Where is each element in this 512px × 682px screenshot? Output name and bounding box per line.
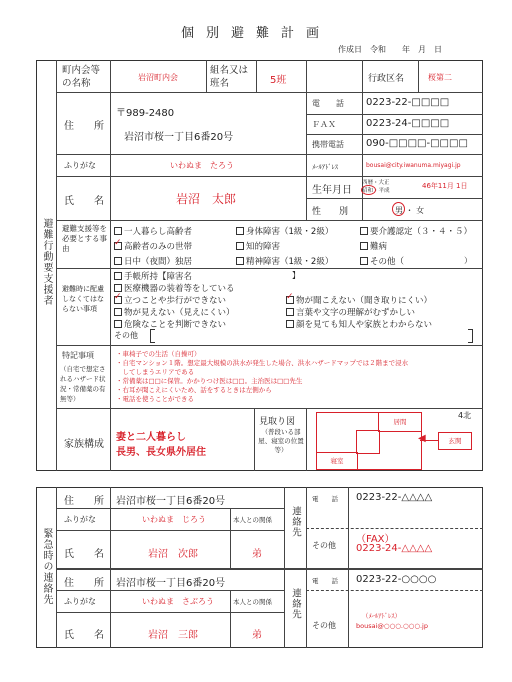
contact1-other-1[interactable]: （FAX） (356, 534, 395, 545)
gender-value[interactable]: 男 ・ 女 (395, 206, 425, 215)
side-label-emergency: 緊急時の連絡先 (41, 528, 52, 605)
contact1-name[interactable]: 岩沼 次郎 (148, 549, 198, 560)
contact2-name[interactable]: 岩沼 三郎 (148, 630, 198, 641)
name-value[interactable]: 岩沼 太郎 (176, 192, 237, 206)
contact2-other-1[interactable]: （ﾒｰﾙｱﾄﾞﾚｽ） (362, 612, 401, 620)
contact2-tel-label: 電 話 (312, 577, 338, 585)
side-label-support: 避難行動要支援者 (41, 218, 52, 306)
reason-item[interactable]: 身体障害（1級・2級） (236, 225, 333, 237)
north-indicator: 4北 (458, 411, 472, 420)
reasons-label: 避難支援等を必要とする事由 (62, 224, 107, 253)
name-label: 氏 名 (64, 196, 104, 207)
other-bracket-left (150, 329, 155, 343)
mobile-label: 携帯電話 (312, 140, 344, 149)
fax-label: ＦＡＸ (312, 120, 336, 129)
district-label: 行政区名 (368, 74, 405, 84)
family-line-2[interactable]: 長男、長女県外居住 (116, 447, 206, 458)
checkbox-icon (360, 257, 368, 265)
checkbox-icon (236, 227, 244, 235)
caution-item[interactable]: 物が見えない（見えにくい） (114, 306, 235, 318)
caution-close-bracket: 】 (292, 271, 300, 280)
gender-circle (392, 202, 405, 216)
tel-label: 電 話 (312, 99, 344, 108)
assoc-value[interactable]: 岩沼町内会 (138, 73, 178, 82)
furigana-value[interactable]: いわぬま たろう (170, 161, 234, 170)
contact2-side-label: 連絡先 (290, 588, 301, 620)
room-bedroom: 寝室 (316, 452, 358, 470)
address-value[interactable]: 岩沼市桜一丁目6番20号 (124, 132, 234, 143)
checkbox-icon (114, 320, 122, 328)
contact1-other-label: その他 (312, 541, 336, 550)
address-label: 住 所 (64, 121, 104, 132)
checkbox-icon (360, 227, 368, 235)
contact1-address-label: 住 所 (64, 496, 104, 507)
checkbox-icon (114, 308, 122, 316)
contact2-other-2[interactable]: bousai@○○○.○○○.jp (356, 622, 428, 630)
checkbox-checked-icon (114, 296, 122, 304)
checkbox-icon (286, 320, 294, 328)
era-option-1: 西暦・大正 (362, 180, 390, 186)
caution-item[interactable]: 危険なことを判断できない (114, 318, 226, 330)
checkbox-icon (286, 308, 294, 316)
caution-item[interactable]: 医療機器の装着等をしている (114, 282, 235, 294)
contact1-furigana[interactable]: いわぬま じろう (142, 515, 206, 524)
contact1-other-2[interactable]: 0223-24-△△△△ (356, 543, 433, 554)
special-line: ・電話を使うことができる (116, 395, 194, 403)
contact2-address[interactable]: 岩沼市桜一丁目6番20号 (116, 578, 226, 589)
caution-item[interactable]: ✓立つことや歩行ができない (114, 294, 226, 306)
contact2-relation[interactable]: 弟 (252, 630, 262, 641)
checkbox-icon (360, 242, 368, 250)
room-living: 居間 (378, 412, 422, 432)
checkbox-checked-icon (114, 242, 122, 250)
checkbox-icon (114, 284, 122, 292)
contact2-other-label: その他 (312, 621, 336, 630)
special-sublabel: （自宅で想定されるハザード状況・常備薬の有無等） (60, 365, 106, 403)
special-line: ・右耳が聞こえにくいため、話をするときは左側から (116, 386, 272, 394)
entrance-box: 玄関 (438, 432, 472, 450)
tel-value[interactable]: 0223-22-□□□□ (366, 97, 450, 108)
checkbox-icon (236, 242, 244, 250)
contact1-furigana-label: ふりがな (64, 515, 96, 524)
reason-item[interactable]: 精神障害（1級・2級） (236, 255, 333, 267)
contact1-address[interactable]: 岩沼市桜一丁目6番20号 (116, 496, 226, 507)
gender-label: 性 別 (312, 207, 349, 217)
mobile-value[interactable]: 090-□□□□-□□□□ (366, 138, 468, 149)
checkbox-icon (114, 227, 122, 235)
special-label: 特記事項 (62, 351, 94, 360)
special-line: ・自宅マンション１階。想定最大規模の洪水が発生した場合、洪水ハザードマップでは２階まで浸水 (116, 359, 409, 367)
contact2-address-label: 住 所 (64, 578, 104, 589)
family-label: 家族構成 (64, 439, 104, 450)
reason-item[interactable]: 一人暮らし高齢者 (114, 225, 192, 237)
cautions-label: 避難時に配慮しなくてはならない事項 (62, 285, 104, 313)
checkbox-checked-icon (286, 296, 294, 304)
caution-item[interactable]: 手帳所持【障害名 (114, 270, 192, 282)
arrow-left-icon: ◀ (418, 433, 426, 444)
contact2-relation-label: 本人との関係 (233, 598, 272, 606)
han-value[interactable]: 5班 (270, 75, 287, 86)
mail-label: ﾒｰﾙｱﾄﾞﾚｽ (312, 163, 338, 171)
contact1-relation-label: 本人との関係 (233, 516, 272, 524)
contact2-name-label: 氏 名 (64, 630, 104, 641)
map-label: 見取り図 (259, 417, 296, 427)
reason-item[interactable]: 知的障害 (236, 240, 280, 252)
caution-item[interactable]: 顔を見ても知人や家族とわからない (286, 318, 432, 330)
contact1-tel[interactable]: 0223-22-△△△△ (356, 492, 433, 503)
birth-value[interactable]: 46年11月 1日 (422, 182, 468, 190)
room-inner (356, 430, 380, 454)
zip-code[interactable]: 〒989-2480 (116, 108, 175, 119)
reason-item[interactable]: ✓高齢者のみの世帯 (114, 240, 192, 252)
map-sublabel: （普段いる部屋、寝室の位置等） (258, 428, 304, 454)
special-line: ・車椅子での生活（自操可） (116, 350, 201, 358)
checkbox-icon (114, 257, 122, 265)
creation-date: 作成日 令和 年 月 日 (338, 45, 442, 54)
contact2-furigana-label: ふりがな (64, 597, 96, 606)
assoc-label: 町内会等の名称 (62, 65, 101, 89)
han-label: 組名又は班名 (210, 65, 249, 89)
special-line: してしまうエリアである (116, 368, 195, 376)
era-circle (361, 185, 376, 195)
contact2-tel[interactable]: 0223-22-○○○○ (356, 574, 437, 585)
reason-item[interactable]: 難病 (360, 240, 387, 252)
contact2-furigana[interactable]: いわぬま さぶろう (142, 597, 214, 606)
contact1-tel-label: 電 話 (312, 495, 338, 503)
other-bracket-right (468, 329, 473, 343)
contact1-relation[interactable]: 弟 (252, 549, 262, 560)
furigana-label: ふりがな (64, 161, 96, 170)
caution-item[interactable]: 言葉や文字の理解がむずかしい (286, 306, 415, 318)
reason-item[interactable]: 要介護認定（３・４・５） (360, 225, 472, 237)
special-line: ・常備薬は□□に保管。かかりつけ医は□□。主治医は□□先生 (116, 377, 303, 385)
checkbox-icon (114, 272, 122, 280)
caution-item[interactable]: ✓ 物が聞こえない（聞き取りにくい） (286, 294, 432, 306)
contact1-name-label: 氏 名 (64, 549, 104, 560)
birth-label: 生年月日 (312, 185, 352, 196)
district-value[interactable]: 桜第二 (428, 73, 452, 82)
contact1-side-label: 連絡先 (290, 506, 301, 538)
fax-value[interactable]: 0223-24-□□□□ (366, 118, 450, 129)
mail-value[interactable]: bousai@city.iwanuma.miyagi.jp (366, 162, 461, 169)
family-line-1[interactable]: 妻と二人暮らし (116, 432, 186, 443)
caution-other: その他 (114, 331, 138, 340)
reason-item[interactable]: その他（ (360, 255, 404, 267)
era-option-2: 昭和・平成 (362, 188, 390, 194)
reason-close-paren: ） (464, 256, 472, 265)
page-title: 個別避難計画 (180, 26, 331, 41)
checkbox-icon (236, 257, 244, 265)
reason-item[interactable]: 日中（夜間）独居 (114, 255, 192, 267)
